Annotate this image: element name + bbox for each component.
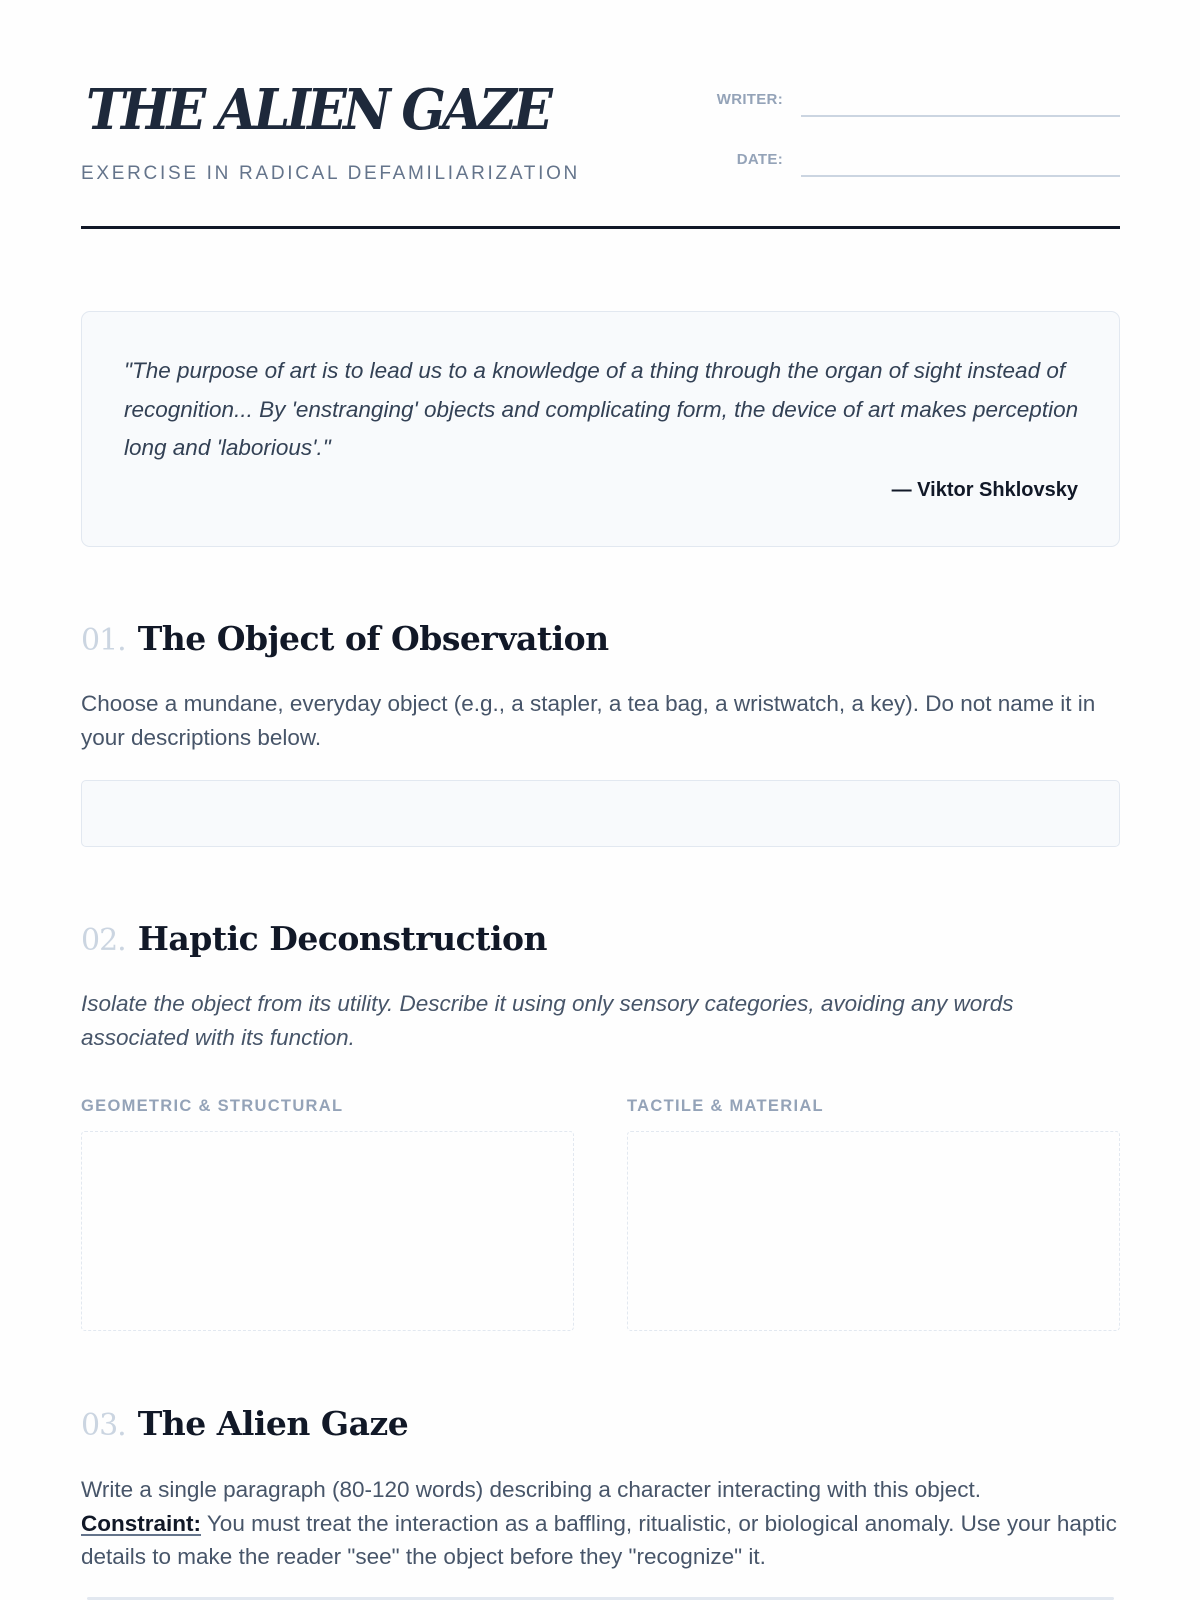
date-field[interactable] [801, 159, 1120, 177]
geometric-structural-label: GEOMETRIC & STRUCTURAL [81, 1097, 344, 1115]
section-02-description: Isolate the object from its utility. Describe it using only sensory categories, avoiding any words associated with its function. [81, 991, 1014, 1050]
object-input[interactable] [81, 780, 1120, 847]
epigraph-quote [81, 311, 1120, 547]
quote-text: "The purpose of art is to lead us to a knowledge of a thing through the organ of sight instead of recognition... By 'enstranging' objects and complicating form, the device of art makes perception long and 'laborious'." [124, 358, 1079, 460]
date-label: DATE: [736, 151, 783, 168]
section-01-title: The Object of Observation [137, 619, 609, 658]
section-03-heading [81, 1404, 409, 1443]
section-03-description [81, 1473, 1120, 1574]
section-01-description: Choose a mundane, everyday object (e.g., a stapler, a tea bag, a wristwatch, a key). Do not name it in your descriptions below. [81, 691, 1096, 750]
header-divider [81, 226, 1120, 229]
section-03-lead: Write a single paragraph (80-120 words) describing a character interacting with this object. [81, 1477, 982, 1502]
section-01-heading [81, 619, 609, 658]
writer-row [631, 87, 1120, 117]
constraint-label: Constraint: [81, 1510, 201, 1536]
section-03-number: 03. [81, 1408, 126, 1443]
worksheet-subtitle: EXERCISE IN RADICAL DEFAMILIARIZATION [81, 163, 580, 184]
worksheet-header [81, 0, 1120, 230]
geometric-structural-field[interactable] [81, 1131, 574, 1331]
section-02-title: Haptic Deconstruction [137, 919, 548, 958]
section-03-title: The Alien Gaze [137, 1404, 409, 1443]
section-02-heading [81, 919, 548, 958]
section-01-number: 01. [81, 623, 126, 658]
tactile-material-field[interactable] [627, 1131, 1120, 1331]
section-02-number: 02. [81, 923, 126, 958]
constraint-text: You must treat the interaction as a baffling, ritualistic, or biological anomaly. Use your haptic details to make the reader "see" the object before they "recognize" it. [81, 1510, 1117, 1569]
worksheet-title: THE ALIEN GAZE [86, 77, 550, 143]
tactile-material-label: TACTILE & MATERIAL [627, 1097, 824, 1115]
writer-field[interactable] [801, 99, 1120, 117]
date-row [631, 147, 1120, 177]
writer-label: WRITER: [716, 91, 783, 108]
quote-author: — Viktor Shklovsky [891, 479, 1078, 501]
